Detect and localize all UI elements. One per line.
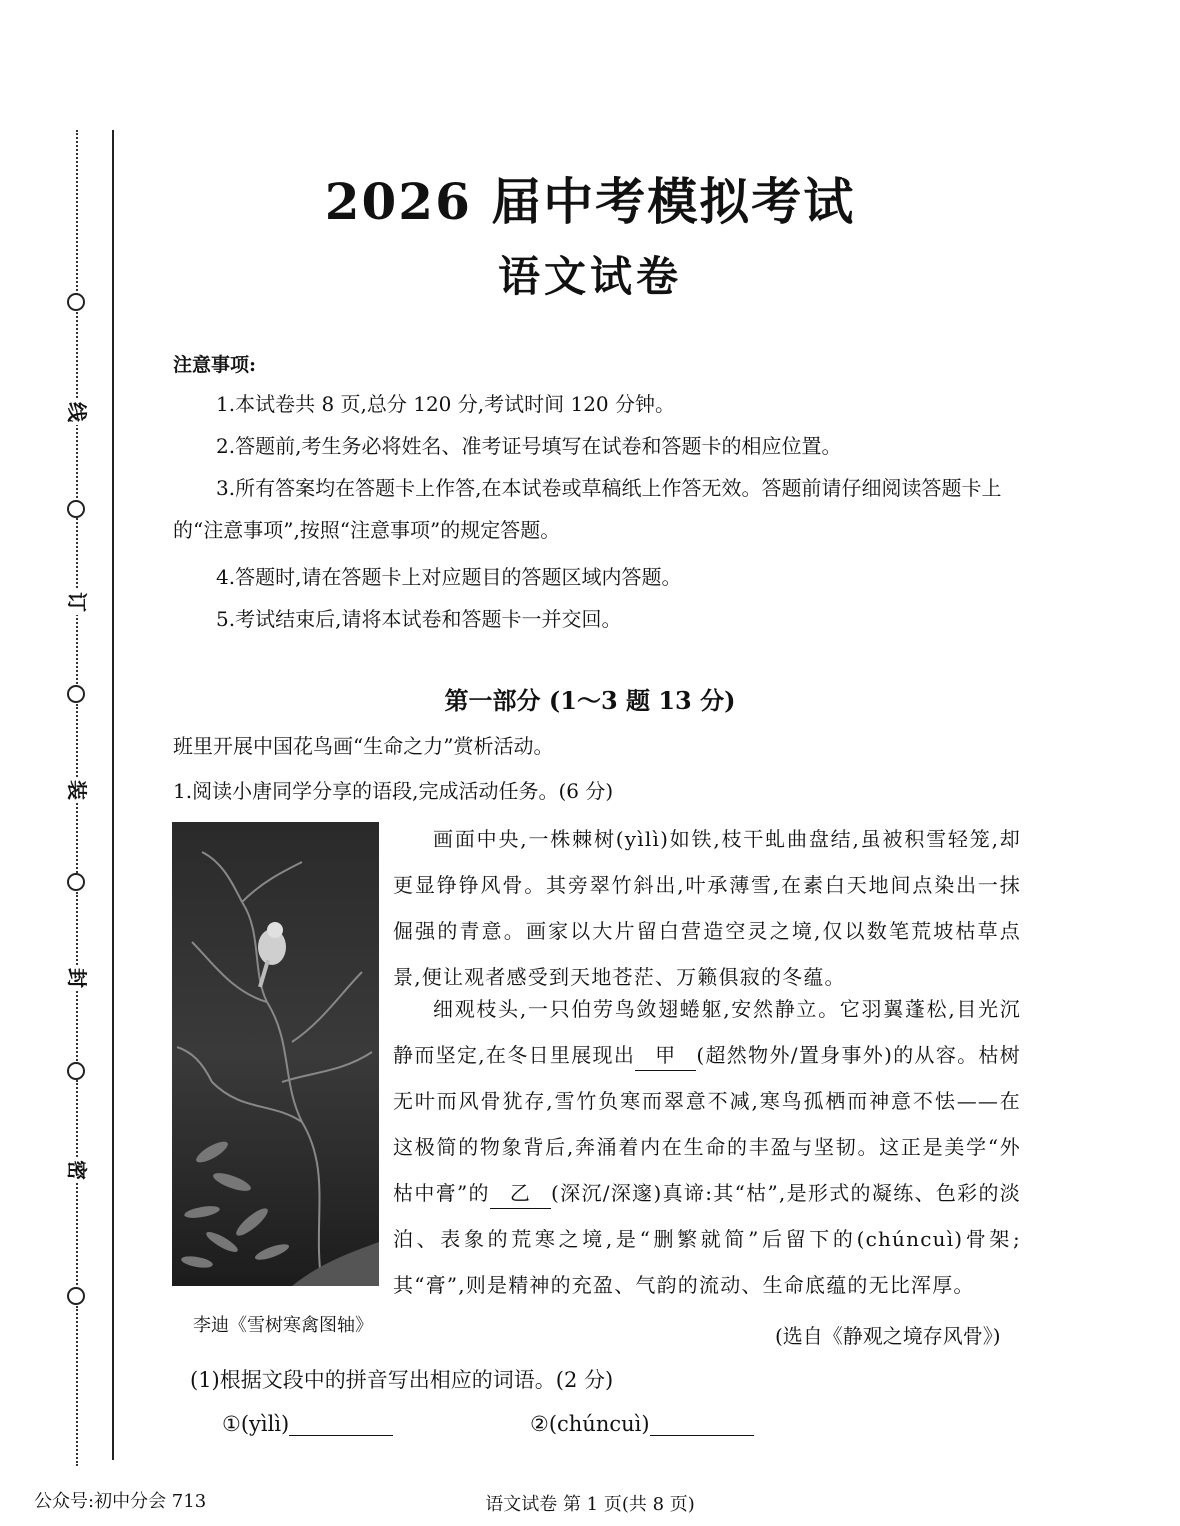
painting-caption: 李迪《雪树寒禽图轴》 bbox=[193, 1315, 373, 1336]
blank-jia: 甲 bbox=[635, 1040, 696, 1071]
binding-circle bbox=[67, 873, 85, 891]
reading-paragraph-1: 画面中央,一株棘树(yìlì)如铁,枝干虬曲盘结,虽被积雪轻笼,却更显铮铮风骨。其旁翠竹斜出,叶承薄雪,在素白天地间点染出一抹倔强的青意。画家以大片留白营造空灵之境,仅以数笔荒坡枯草点景,便让观者感受到天地苍茫、万籁俱寂的冬蕴。 bbox=[393, 827, 1021, 989]
notice-item: 3.所有答案均在答题卡上作答,在本试卷或草稿纸上作答无效。答题前请仔细阅读答题卡上的“注意事项”,按照“注意事项”的规定答题。 bbox=[173, 476, 1002, 542]
page-footer: 语文试卷 第 1 页(共 8 页) bbox=[485, 1494, 695, 1515]
margin-char-mi: 密 bbox=[65, 1157, 89, 1183]
answer-line[interactable] bbox=[289, 1413, 393, 1436]
sub-question-1: (1)根据文段中的拼音写出相应的词语。(2 分) bbox=[190, 1368, 614, 1392]
activity-intro: 班里开展中国花鸟画“生命之力”赏析活动。 bbox=[173, 734, 554, 758]
exam-title: 2026 届中考模拟考试 bbox=[324, 172, 856, 231]
reading-paragraph-2 bbox=[393, 986, 1021, 1308]
binding-circle bbox=[67, 1062, 85, 1080]
question-1: 1.阅读小唐同学分享的语段,完成活动任务。(6 分) bbox=[173, 779, 614, 803]
margin-char-zhuang: 装 bbox=[65, 777, 89, 803]
blank-yi: 乙 bbox=[490, 1178, 551, 1209]
answer-line[interactable] bbox=[650, 1413, 754, 1436]
notice-heading: 注意事项: bbox=[173, 354, 257, 376]
text-source: (选自《静观之境存风骨》) bbox=[775, 1324, 1001, 1348]
margin-char-feng: 封 bbox=[65, 965, 89, 991]
exam-subtitle: 语文试卷 bbox=[497, 252, 682, 301]
painting-image bbox=[172, 822, 379, 1286]
notice-item: 2.答题前,考生务必将姓名、准考证号填写在试卷和答题卡的相应位置。 bbox=[216, 434, 842, 458]
margin-char-ding: 订 bbox=[65, 589, 89, 615]
notice-item: 4.答题时,请在答题卡上对应题目的答题区域内答题。 bbox=[216, 565, 682, 589]
answer-field-1[interactable] bbox=[222, 1412, 393, 1436]
answer-label: ①(yìlì) bbox=[222, 1412, 290, 1436]
notice-item: 1.本试卷共 8 页,总分 120 分,考试时间 120 分钟。 bbox=[216, 392, 676, 416]
section-heading: 第一部分 (1～3 题 13 分) bbox=[444, 686, 736, 715]
binding-circle bbox=[67, 1287, 85, 1305]
paragraph-text: (超然物外/置身事外)的从容。枯树无叶而风骨犹存,雪竹负寒而翠意不减,寒鸟孤栖而神意不怯——在这极简的物象背后,奔涌着内在生命的丰盈与坚韧。这正是美学“外枯中膏”的 bbox=[393, 1043, 1021, 1205]
answer-field-2[interactable] bbox=[530, 1412, 754, 1436]
notice-item: 5.考试结束后,请将本试卷和答题卡一并交回。 bbox=[216, 607, 622, 631]
dotted-line bbox=[76, 1306, 78, 1466]
binding-line bbox=[112, 130, 114, 1460]
paragraph-text: (深沉/深邃)真谛:其“枯”,是形式的凝练、色彩的淡泊、表象的荒寒之境,是“删繁就简”后留下的(chúncuì)骨架;其“膏”,则是精神的充盈、气韵的流动、生命底蕴的无比浑厚。 bbox=[393, 1181, 1021, 1297]
margin-char-xian: 线 bbox=[65, 399, 89, 425]
watermark-text: 公众号:初中分会 713 bbox=[34, 1491, 207, 1512]
answer-label: ②(chúncuì) bbox=[530, 1412, 650, 1436]
paragraph-text: 细观枝头,一只伯劳鸟敛翅蜷躯,安然静立。它羽翼蓬松,目光沉静而坚定,在冬日里展现出 bbox=[393, 997, 1021, 1067]
binding-circle bbox=[67, 500, 85, 518]
